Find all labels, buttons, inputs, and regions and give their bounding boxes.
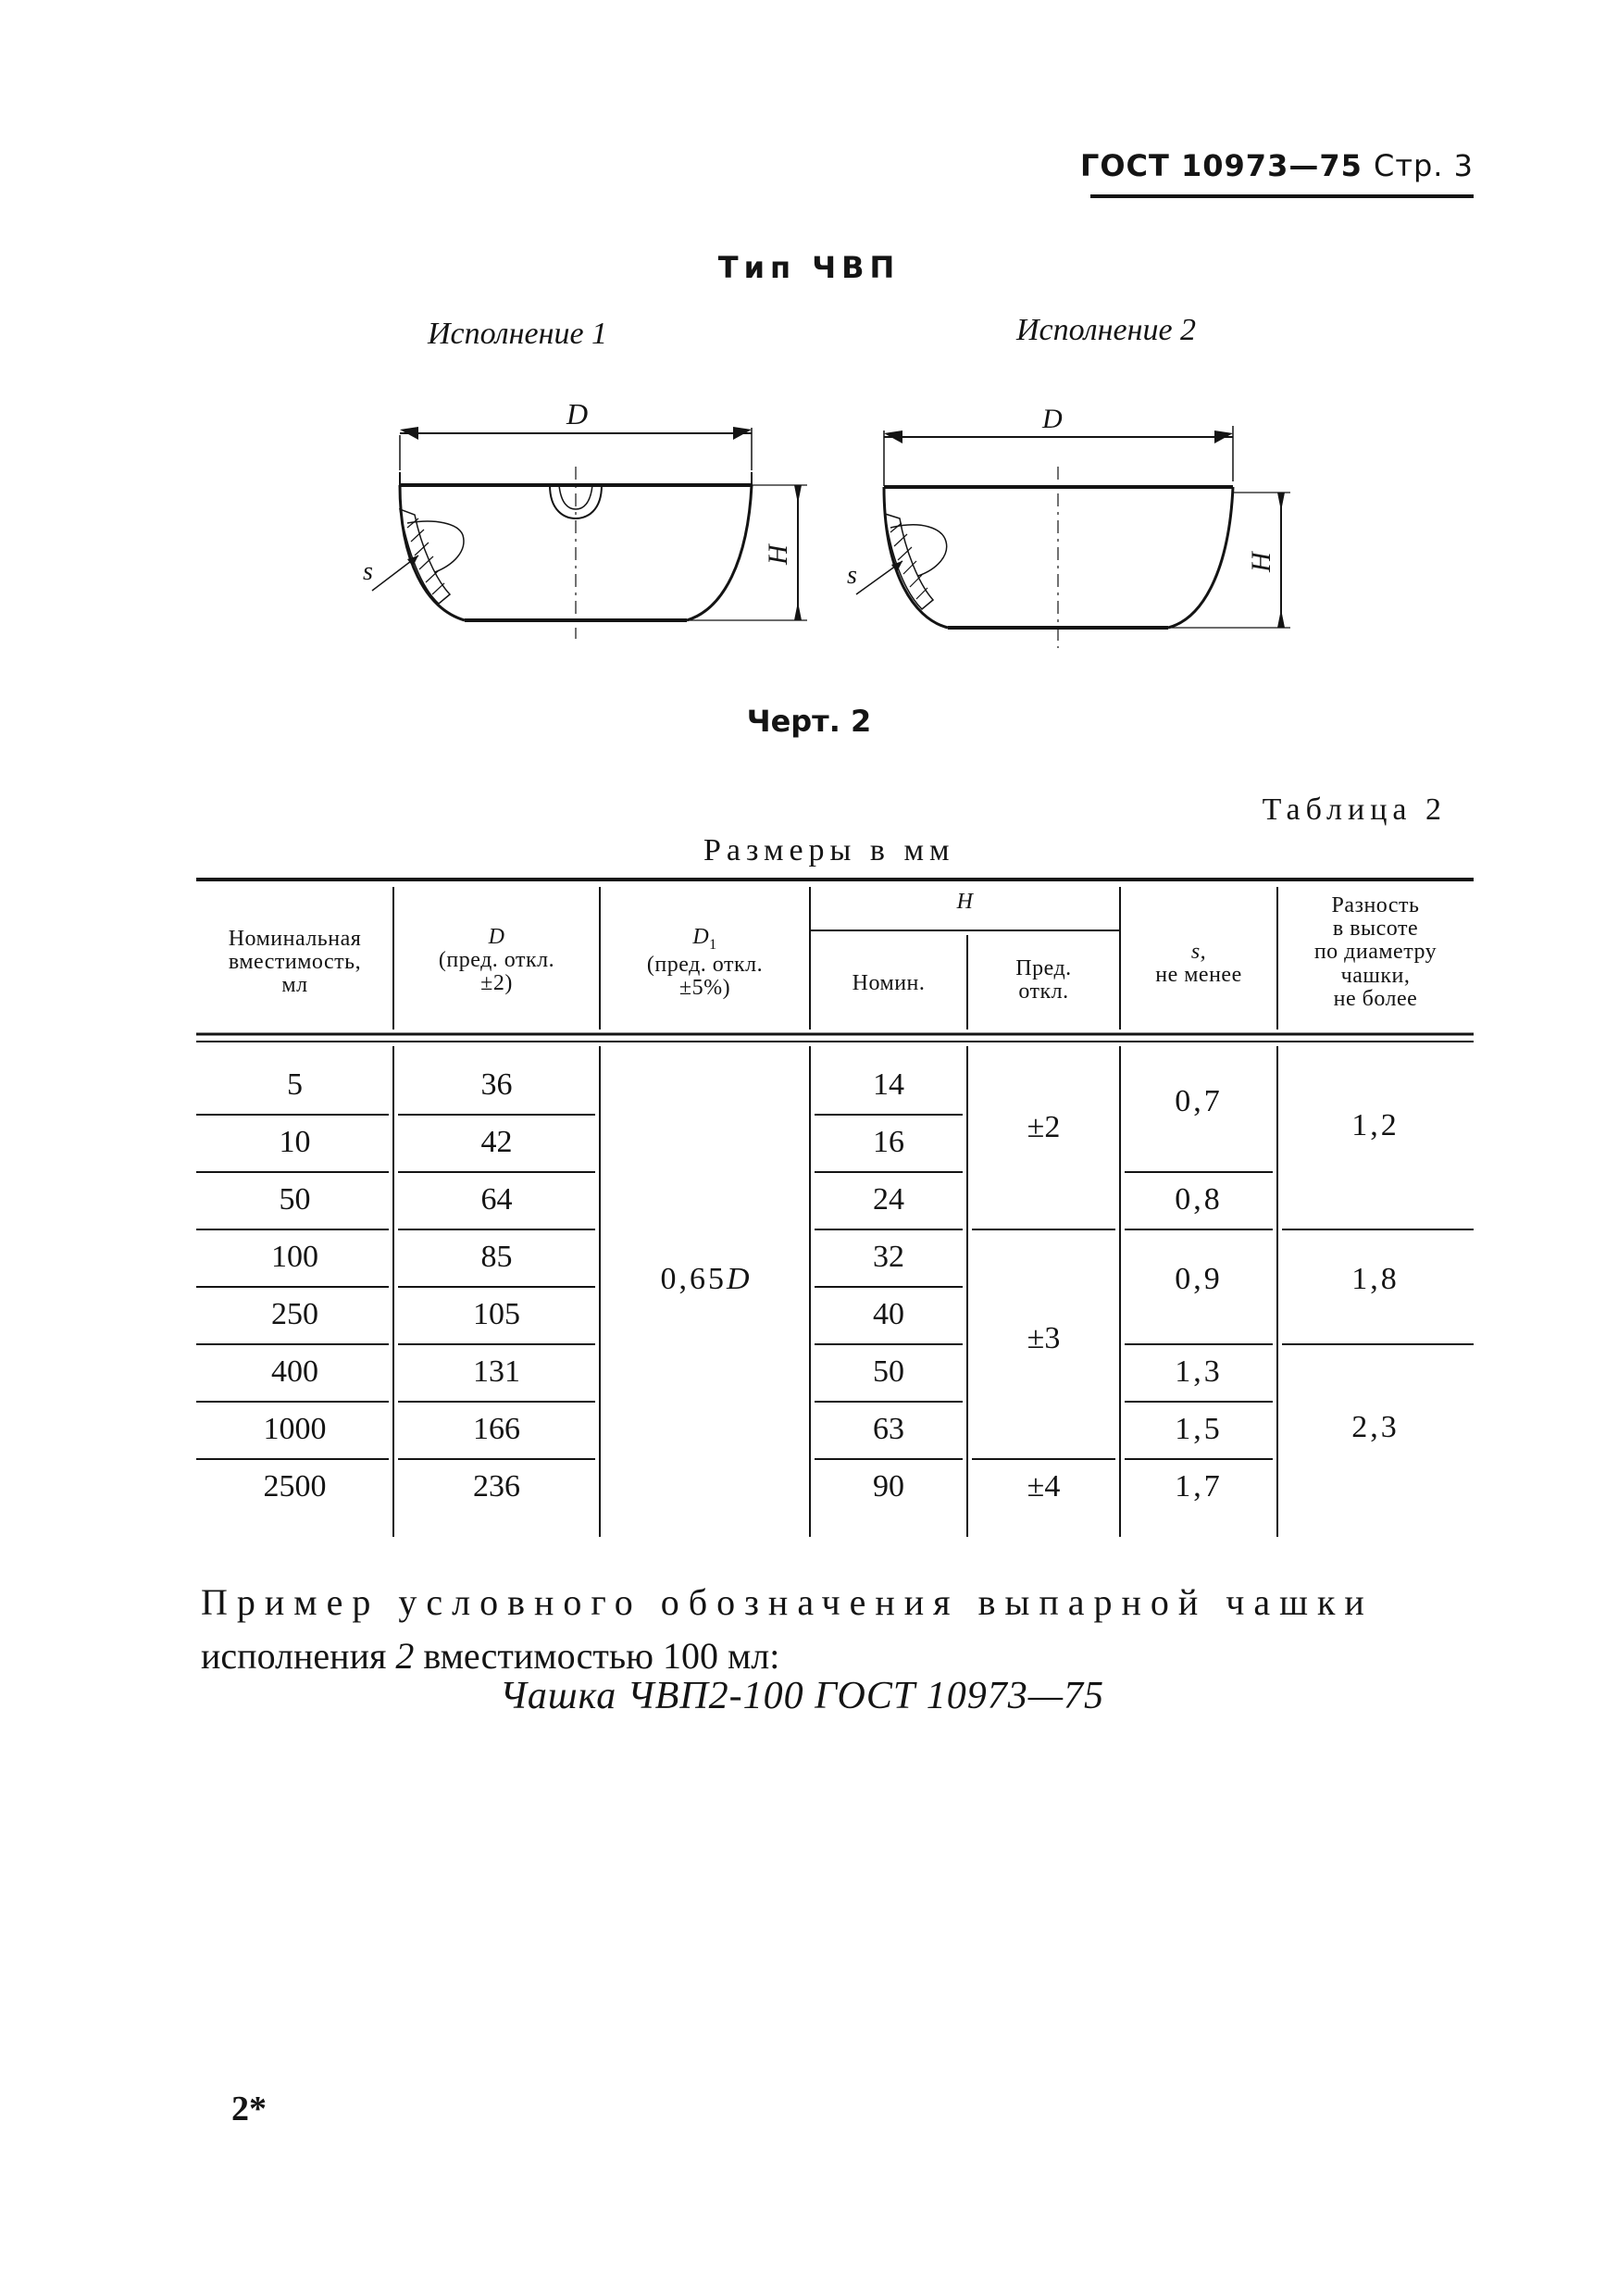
header-H-nominal: Номин. xyxy=(852,971,926,995)
cell-H-nominal: 90 xyxy=(873,1469,904,1504)
cell-H-tolerance: ±2 xyxy=(1027,1110,1061,1144)
example-designation: Чашка ЧВП2-100 ГОСТ 10973—75 xyxy=(500,1675,1105,1717)
standard-number: ГОСТ 10973—75 xyxy=(1079,148,1363,183)
cell-diff: 2,3 xyxy=(1351,1410,1400,1444)
variant-1-label: Исполнение 1 xyxy=(428,317,608,351)
header-s-label: не менее xyxy=(1155,963,1242,988)
header-capacity xyxy=(196,928,393,998)
cell-D: 236 xyxy=(473,1469,520,1504)
label-D-1: D xyxy=(566,397,589,430)
example-paragraph xyxy=(201,1576,1483,1683)
cell-capacity: 5 xyxy=(287,1067,303,1102)
example-title: Пример условного обозначения выпарной чашки xyxy=(201,1581,1374,1623)
cell-s: 1,7 xyxy=(1175,1469,1223,1504)
header-D1-symbol xyxy=(600,926,810,954)
cell-D: 166 xyxy=(473,1412,520,1446)
header-s-symbol: s, xyxy=(1190,940,1207,964)
header-D-symbol: D xyxy=(488,925,505,949)
type-title: Тип ЧВП xyxy=(717,250,901,285)
header-diff-line-2: в высоте xyxy=(1332,917,1419,942)
cell-H-nominal: 50 xyxy=(873,1354,904,1389)
example-line-2-part-1: исполнения xyxy=(201,1635,396,1677)
cell-capacity: 250 xyxy=(271,1297,318,1331)
label-D-2: D xyxy=(1042,404,1063,434)
cell-D1-value: 0,65 xyxy=(660,1262,727,1296)
header-D-line-3: ±2) xyxy=(480,971,513,996)
header-H-tolerance-line-2: откл. xyxy=(1018,980,1069,1004)
cell-H-nominal: 63 xyxy=(873,1412,904,1446)
cell-D: 64 xyxy=(480,1182,513,1217)
cell-H-nominal: 16 xyxy=(873,1125,904,1159)
cell-capacity: 1000 xyxy=(263,1412,327,1446)
header-D1 xyxy=(600,926,810,1000)
header-H-tolerance-line-1: Пред. xyxy=(1015,956,1072,980)
cell-s: 1,5 xyxy=(1175,1412,1223,1446)
cell-D1-symbol: D xyxy=(726,1262,750,1296)
header-H: H xyxy=(956,890,974,914)
header-D1-line-2: (пред. откл. xyxy=(646,952,764,977)
header-D-line-2: (пред. откл. xyxy=(438,948,555,973)
cell-s: 0,8 xyxy=(1175,1182,1223,1217)
header-diff xyxy=(1277,894,1474,1011)
cell-D: 42 xyxy=(480,1125,513,1159)
header-capacity-line-2: вместимость, xyxy=(228,950,362,975)
cell-H-nominal: 24 xyxy=(873,1182,904,1217)
cell-H-nominal: 40 xyxy=(873,1297,904,1331)
example-line-2-part-2: вместимостью 100 мл: xyxy=(414,1635,780,1677)
label-s-1: s xyxy=(363,557,373,586)
page-footnote: 2* xyxy=(231,2090,267,2128)
header-D1-subscript: 1 xyxy=(709,936,717,953)
figure-caption: Черт. 2 xyxy=(746,704,872,739)
header-D1-line-3: ±5%) xyxy=(678,975,731,1000)
header-diff-line-3: по диаметру xyxy=(1313,940,1438,965)
table-units: Размеры в мм xyxy=(703,833,955,867)
cell-D: 36 xyxy=(480,1067,513,1102)
cell-s: 0,7 xyxy=(1175,1084,1223,1118)
header-D1-letter: D xyxy=(692,925,710,949)
header-D xyxy=(393,926,600,996)
cell-D1 xyxy=(600,1263,810,1296)
cell-capacity: 400 xyxy=(271,1354,318,1389)
cell-s: 0,9 xyxy=(1175,1262,1223,1296)
header-diff-line-5: не более xyxy=(1333,986,1418,1011)
cell-diff: 1,8 xyxy=(1351,1262,1400,1296)
cell-capacity: 2500 xyxy=(263,1469,327,1504)
cell-H-tolerance: ±3 xyxy=(1027,1321,1061,1355)
header-capacity-line-3: мл xyxy=(281,973,308,998)
example-line-2 xyxy=(201,1635,779,1677)
cell-capacity: 100 xyxy=(271,1240,318,1274)
page-number: Стр. 3 xyxy=(1374,148,1474,183)
header-H-tolerance xyxy=(967,957,1120,1004)
cell-diff: 1,2 xyxy=(1351,1108,1400,1142)
example-variant-number: 2 xyxy=(395,1635,415,1677)
header-diff-line-4: чашки, xyxy=(1340,963,1411,988)
cell-H-tolerance: ±4 xyxy=(1027,1469,1061,1504)
cell-s: 1,3 xyxy=(1175,1354,1223,1389)
cell-D: 105 xyxy=(473,1297,520,1331)
header-capacity-line-1: Номинальная xyxy=(228,927,362,951)
table-number: Таблица 2 xyxy=(1262,792,1447,827)
header-diff-line-1: Разность xyxy=(1331,893,1420,917)
cell-capacity: 10 xyxy=(279,1125,311,1159)
cell-D: 85 xyxy=(480,1240,513,1274)
cell-D: 131 xyxy=(473,1354,520,1389)
label-H-1: H xyxy=(763,544,793,565)
label-s-2: s xyxy=(847,561,857,590)
cell-H-nominal: 32 xyxy=(873,1240,904,1274)
cell-capacity: 50 xyxy=(279,1182,311,1217)
cell-H-nominal: 14 xyxy=(873,1067,904,1102)
label-H-2: H xyxy=(1246,552,1276,572)
header-s xyxy=(1120,941,1277,987)
variant-2-label: Исполнение 2 xyxy=(1016,313,1197,347)
